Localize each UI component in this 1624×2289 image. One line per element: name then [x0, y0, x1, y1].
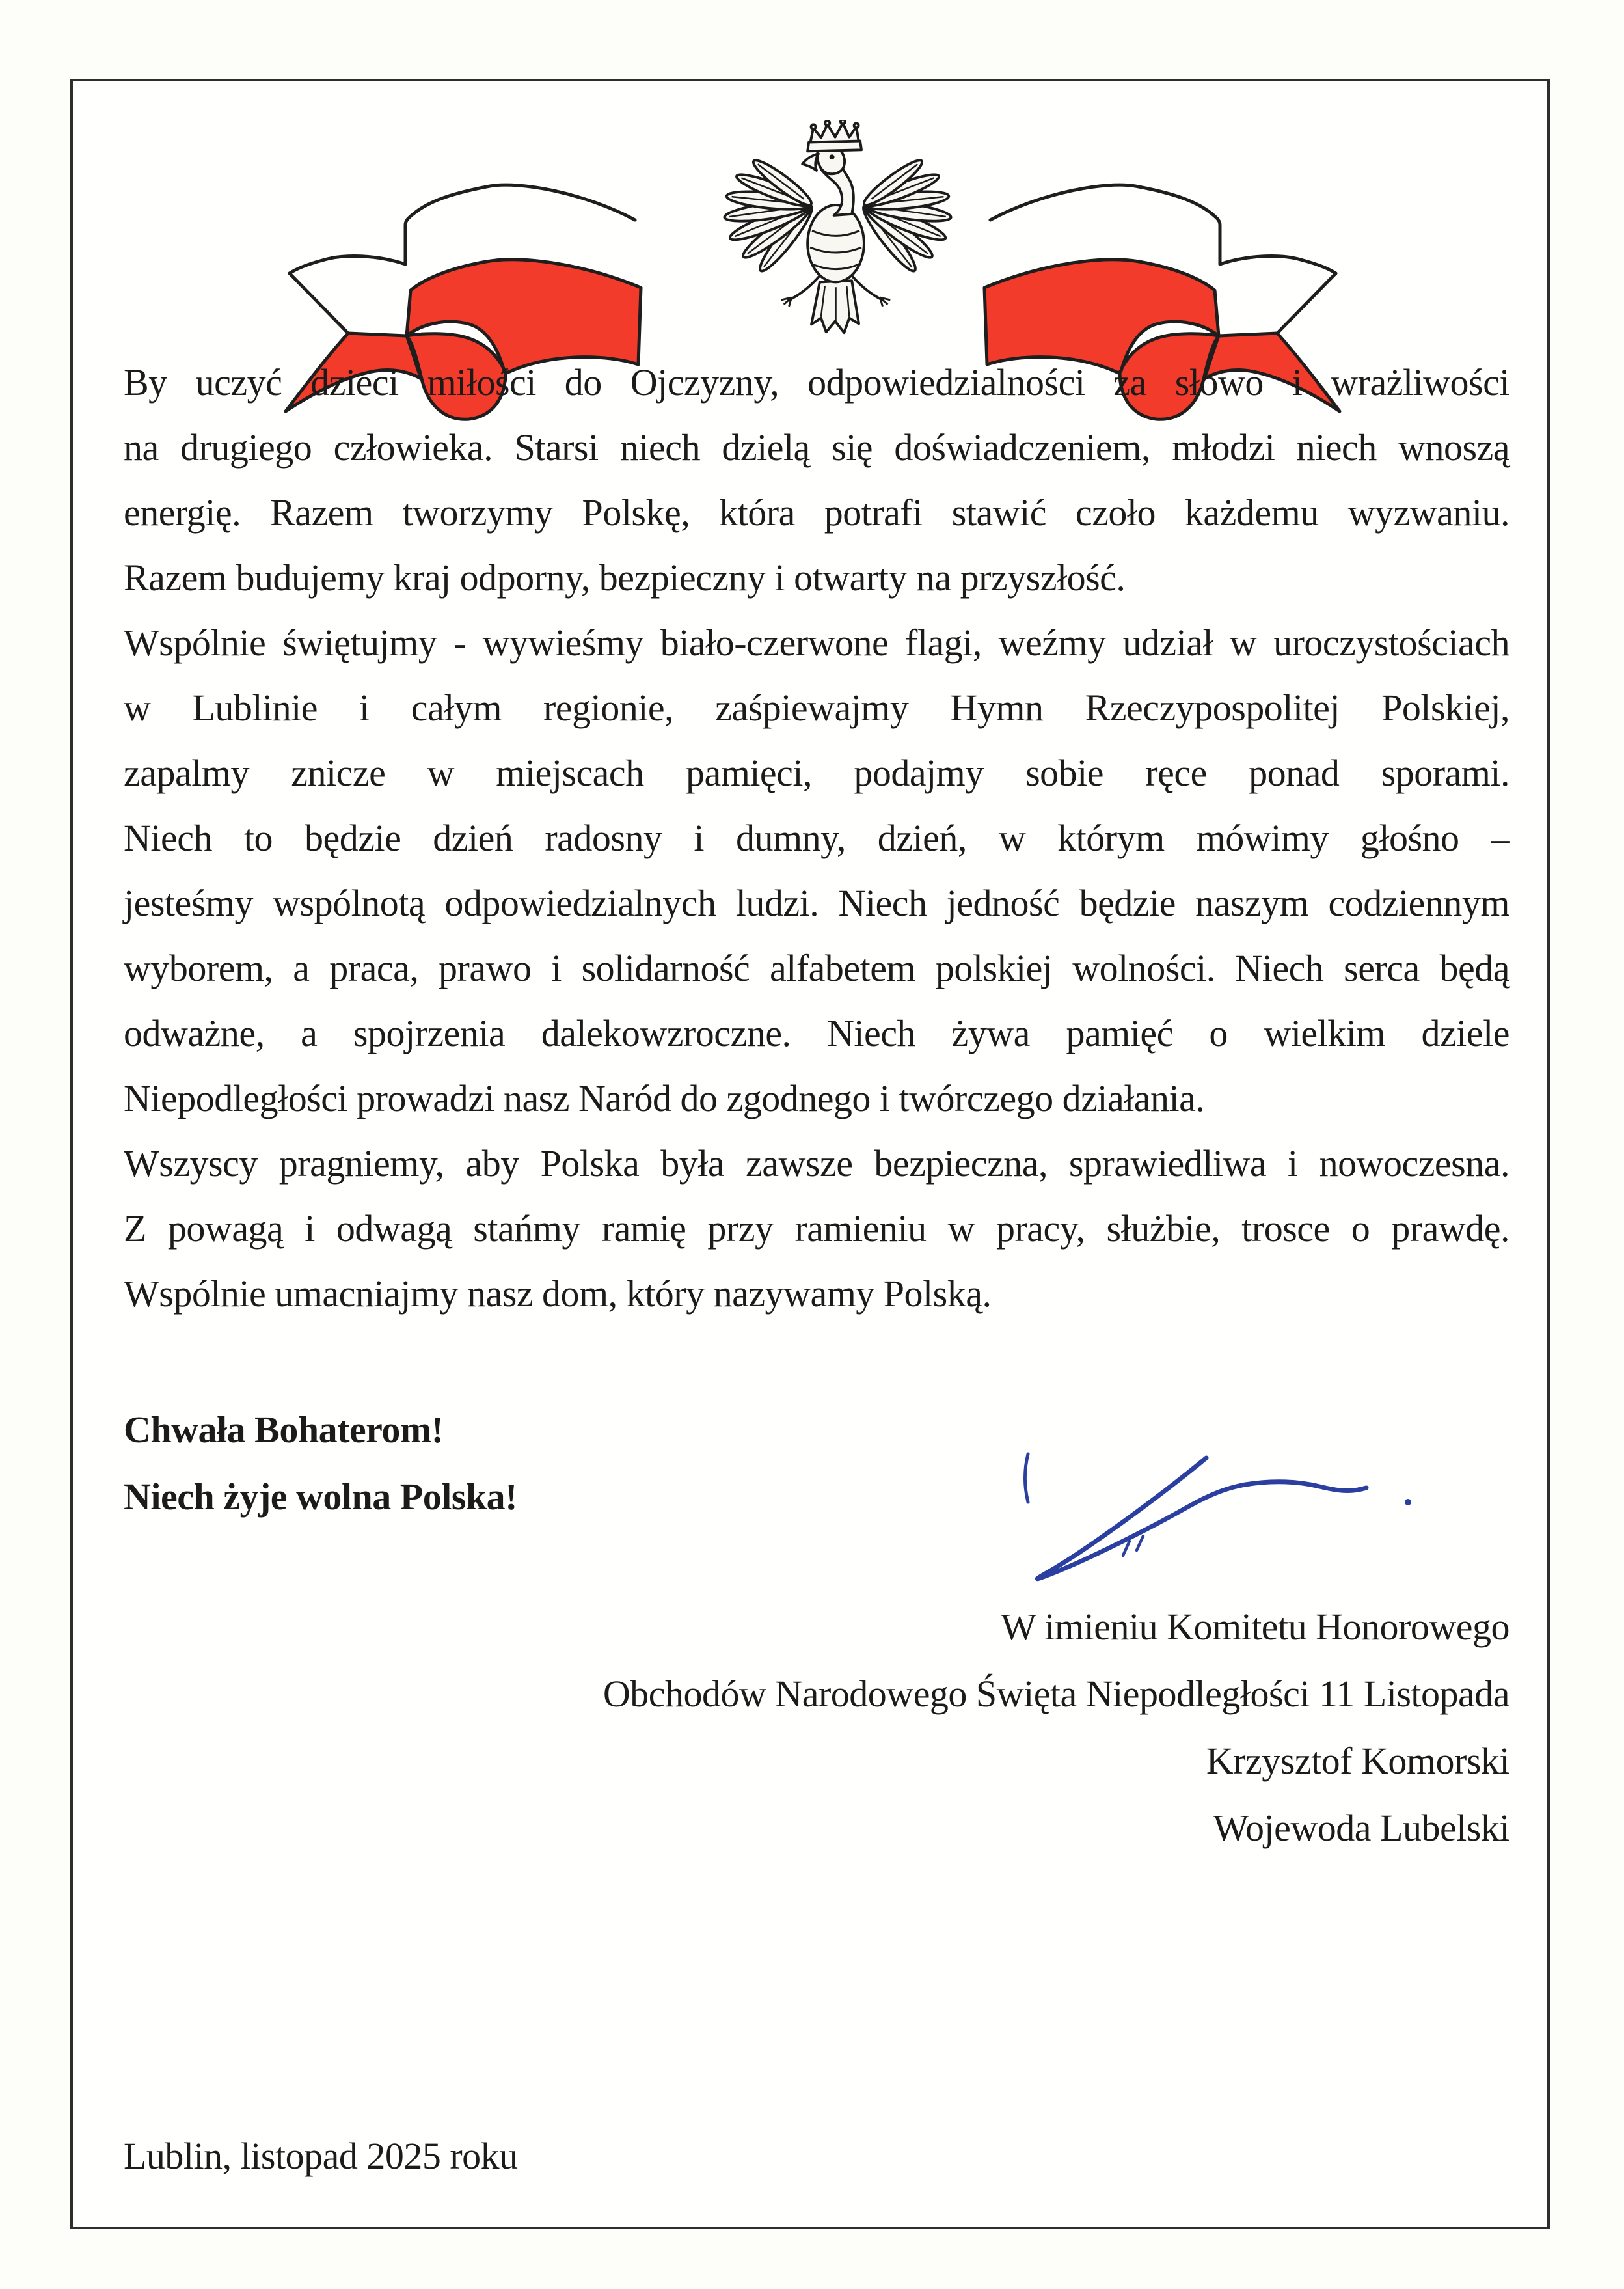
signoff-line-2: Obchodów Narodowego Święta Niepodległości 11 Listopada	[602, 1673, 1509, 1715]
paragraph-1	[124, 350, 1509, 610]
body-line: Niech to będzie dzień radosny i dumny, dzień, w którym mówimy głośno –	[124, 817, 1509, 859]
body-line: w Lublinie i całym regionie, zaśpiewajmy Hymn Rzeczypospolitej Polskiej,	[124, 687, 1509, 729]
body-line: na drugiego człowieka. Starsi niech dzielą się doświadczeniem, młodzi niech wnoszą	[124, 426, 1509, 469]
body-line: Wszyscy pragniemy, aby Polska była zawsze bezpieczna, sprawiedliwa i nowoczesna.	[124, 1142, 1509, 1185]
signoff-line-3: Krzysztof Komorski	[1206, 1740, 1509, 1782]
signoff-line-1: W imieniu Komitetu Honorowego	[1001, 1606, 1509, 1648]
signoff-line-4: Wojewoda Lubelski	[1213, 1807, 1509, 1849]
date-line: Lublin, listopad 2025 roku	[124, 2135, 518, 2177]
date-line-block	[124, 2124, 1509, 2189]
body-line: energię. Razem tworzymy Polskę, która potrafi stawić czoło każdemu wyzwaniu.	[124, 491, 1509, 534]
body-line: wyborem, a praca, prawo i solidarność alfabetem polskiej wolności. Niech serca będą	[124, 947, 1509, 989]
paragraph-2	[124, 610, 1509, 1131]
body-line: jesteśmy wspólnotą odpowiedzialnych ludzi. Niech jedność będzie naszym codziennym	[124, 882, 1509, 924]
signature-icon	[990, 1449, 1433, 1585]
slogan-line-2: Niech żyje wolna Polska!	[124, 1475, 517, 1518]
body-line: Z powagą i odwagą stańmy ramię przy ramieniu w pracy, służbie, trosce o prawdę.	[124, 1207, 1509, 1250]
body-line: Wspólnie świętujmy - wywieśmy biało-czerwone flagi, weźmy udział w uroczystościach	[124, 622, 1509, 664]
body-line: odważne, a spojrzenia dalekowzroczne. Niech żywa pamięć o wielkim dziele	[124, 1012, 1509, 1054]
scan-artifact-line	[0, 0, 1624, 3]
polish-eagle-emblem-icon	[716, 120, 960, 342]
body-line: Niepodległości prowadzi nasz Naród do zgodnego i twórczego działania.	[124, 1077, 1205, 1119]
body-line: zapalmy znicze w miejscach pamięci, podajmy sobie ręce ponad sporami.	[124, 752, 1509, 794]
body-line: Wspólnie umacniajmy nasz dom, który nazywamy Polską.	[124, 1272, 992, 1315]
slogan-line-1: Chwała Bohaterom!	[124, 1408, 444, 1451]
paragraph-3	[124, 1131, 1509, 1326]
body-line: By uczyć dzieci miłości do Ojczyzny, odpowiedzialności za słowo i wrażliwości	[124, 361, 1509, 404]
body-line: Razem budujemy kraj odporny, bezpieczny i otwarty na przyszłość.	[124, 556, 1126, 599]
signoff-block	[124, 1593, 1509, 1861]
